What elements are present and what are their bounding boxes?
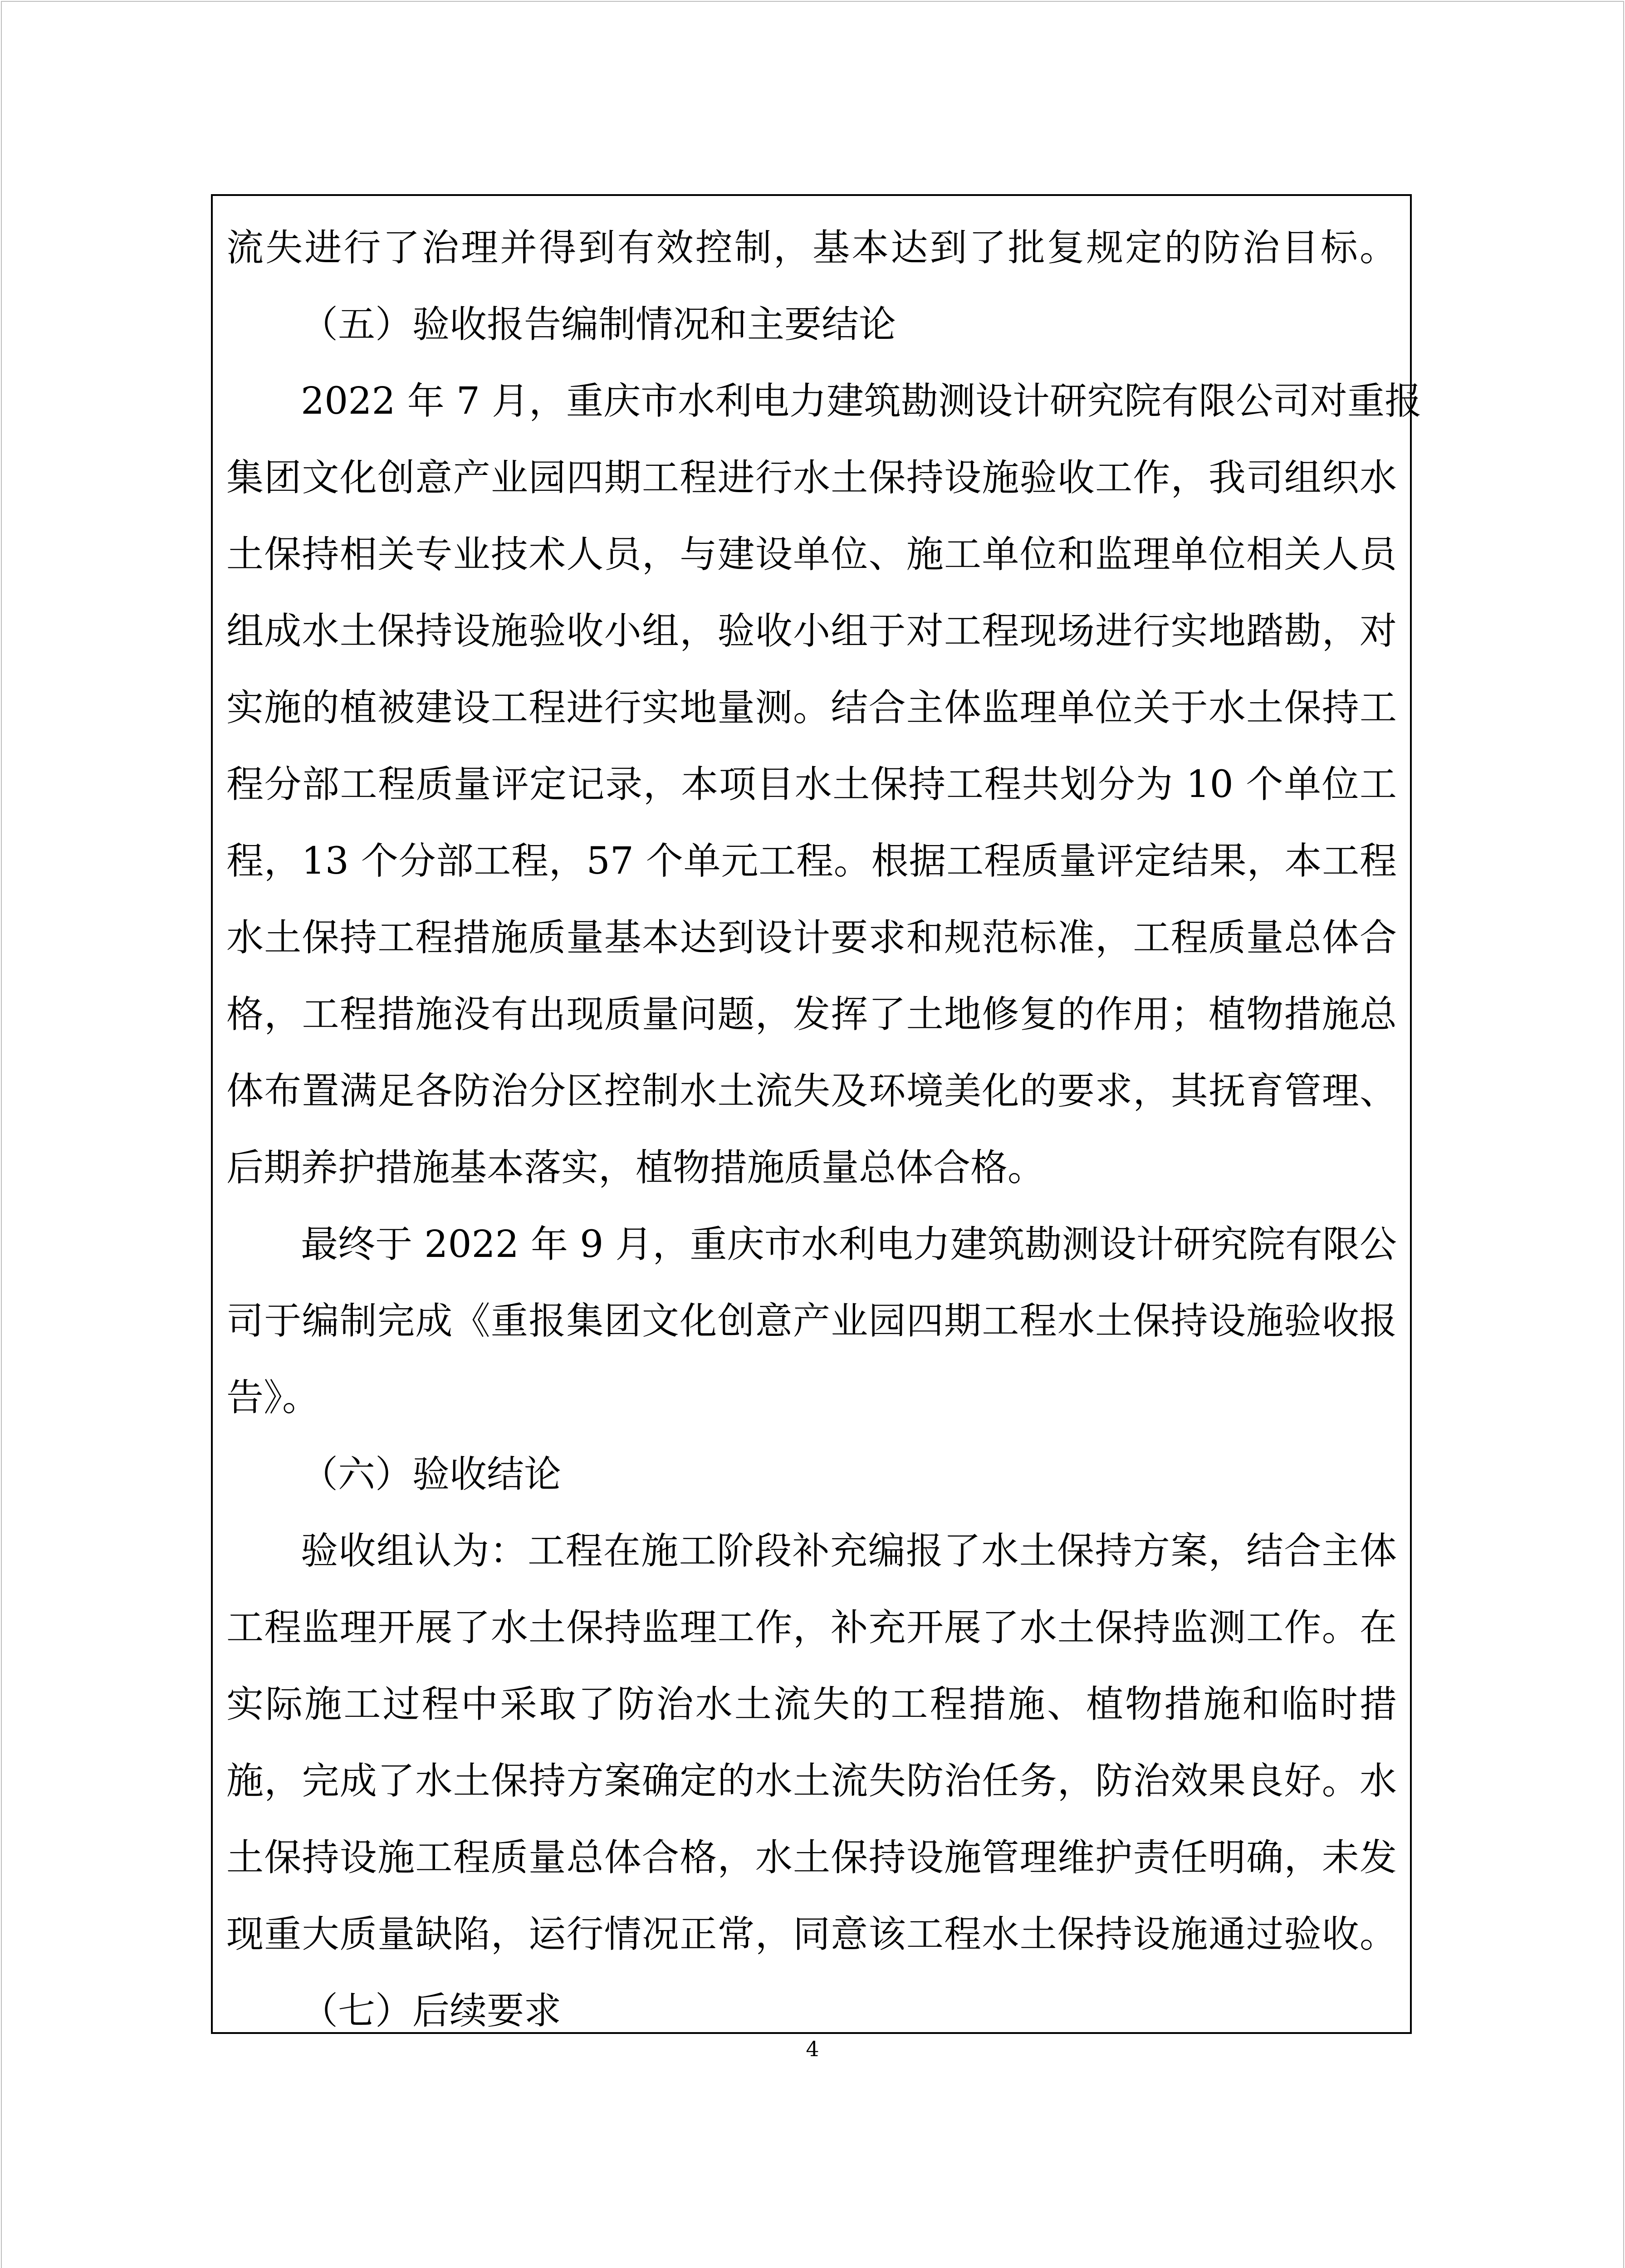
- body-line: 司于编制完成《重报集团文化创意产业园四期工程水土保持设施验收报: [226, 1300, 1397, 1343]
- section-heading-5: （五）验收报告编制情况和主要结论: [301, 303, 896, 346]
- body-line: 实施的植被建设工程进行实地量测。结合主体监理单位关于水土保持工: [226, 686, 1397, 729]
- body-line: 水土保持工程措施质量基本达到设计要求和规范标准，工程质量总体合: [226, 916, 1397, 959]
- body-line: 后期养护措施基本落实，植物措施质量总体合格。: [226, 1146, 1045, 1189]
- page-number: 4: [806, 2037, 819, 2061]
- body-line: 土保持相关专业技术人员，与建设单位、施工单位和监理单位相关人员: [226, 533, 1397, 576]
- text-area: [226, 210, 1422, 2049]
- body-line: 程分部工程质量评定记录，本项目水土保持工程共划分为 10 个单位工: [226, 763, 1397, 806]
- body-line: 2022 年 7 月，重庆市水利电力建筑勘测设计研究院有限公司对重报: [301, 380, 1422, 423]
- body-line: 实际施工过程中采取了防治水土流失的工程措施、植物措施和临时措: [226, 1683, 1397, 1726]
- body-line: 流失进行了治理并得到有效控制，基本达到了批复规定的防治目标。: [226, 226, 1397, 269]
- body-line: 最终于 2022 年 9 月，重庆市水利电力建筑勘测设计研究院有限公: [301, 1223, 1397, 1266]
- body-line: 体布置满足各防治分区控制水土流失及环境美化的要求，其抚育管理、: [226, 1070, 1397, 1113]
- body-line: 告》。: [226, 1376, 320, 1419]
- body-line: 验收组认为：工程在施工阶段补充编报了水土保持方案，结合主体: [301, 1530, 1397, 1573]
- body-line: 格，工程措施没有出现质量问题，发挥了土地修复的作用；植物措施总: [226, 993, 1397, 1036]
- section-heading-7: （七）后续要求: [301, 1989, 562, 2033]
- body-line: 土保持设施工程质量总体合格，水土保持设施管理维护责任明确，未发: [226, 1836, 1397, 1879]
- body-line: 现重大质量缺陷，运行情况正常，同意该工程水土保持设施通过验收。: [226, 1913, 1397, 1956]
- content-box: [211, 194, 1422, 2034]
- body-line: 施，完成了水土保持方案确定的水土流失防治任务，防治效果良好。水: [226, 1760, 1397, 1803]
- section-heading-6: （六）验收结论: [301, 1453, 562, 1496]
- body-line: 集团文化创意产业园四期工程进行水土保持设施验收工作，我司组织水: [226, 456, 1397, 499]
- body-line: 组成水土保持设施验收小组，验收小组于对工程现场进行实地踏勘，对: [226, 610, 1397, 653]
- body-line: 工程监理开展了水土保持监理工作，补充开展了水土保持监测工作。在: [226, 1606, 1397, 1649]
- body-line: 程，13 个分部工程，57 个单元工程。根据工程质量评定结果，本工程: [226, 840, 1397, 883]
